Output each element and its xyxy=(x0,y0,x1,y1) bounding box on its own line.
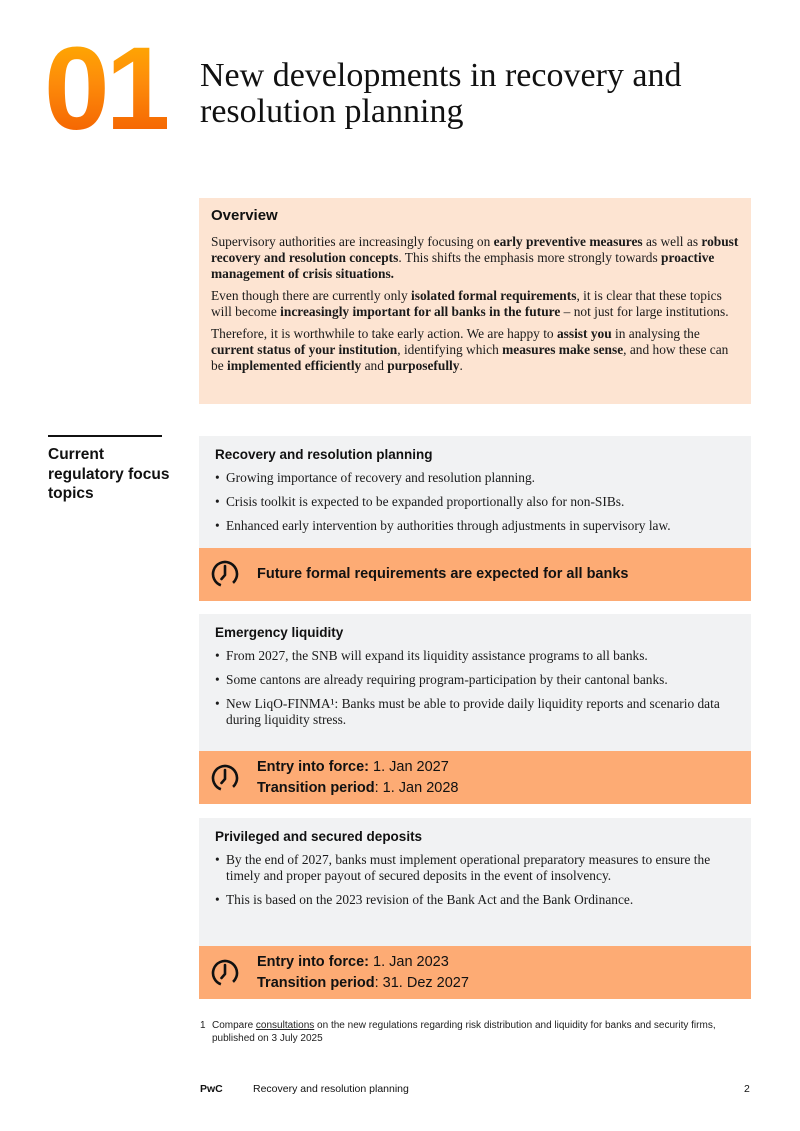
clock-icon xyxy=(211,764,239,792)
overview-paragraph: Supervisory authorities are increasingly focusing on early preventive measures as well as robust recovery and resolution concepts. This shifts the emphasis more strongly towards proactive management of crisis situations. xyxy=(211,234,739,281)
list-item: • Enhanced early intervention by authorities through adjustments in supervisory law. xyxy=(215,518,737,534)
consultations-link[interactable]: consultations xyxy=(255,1020,315,1031)
transition-period: Transition period: 1. Jan 2028 xyxy=(257,780,459,796)
clock-icon xyxy=(211,959,239,987)
page-title: New developments in recovery and resolution planning xyxy=(200,57,682,130)
clock-icon xyxy=(211,560,239,588)
topic-heading: Emergency liquidity xyxy=(215,625,344,640)
entry-into-force: Entry into force: 1. Jan 2023 xyxy=(257,954,449,970)
footer-title: Recovery and resolution planning xyxy=(253,1083,409,1095)
topic-secured-deposits xyxy=(199,818,751,946)
overview-heading: Overview xyxy=(211,207,278,224)
footnote-number: 1 xyxy=(200,1020,206,1031)
overview-box xyxy=(199,198,751,404)
bullet-list xyxy=(215,648,737,728)
band-text: Future formal requirements are expected for all banks xyxy=(257,566,629,582)
list-item: • Growing importance of recovery and resolution planning. xyxy=(215,470,737,486)
topic-heading: Privileged and secured deposits xyxy=(215,829,423,844)
section-title: Current regulatory focus topics xyxy=(48,446,170,502)
transition-period: Transition period: 31. Dez 2027 xyxy=(257,975,469,991)
list-item: • Some cantons are already requiring program-participation by their cantonal banks. xyxy=(215,672,737,688)
topic-heading: Recovery and resolution planning xyxy=(215,447,433,462)
date-band xyxy=(199,946,751,999)
bullet-list xyxy=(215,852,737,908)
bullet-list xyxy=(215,470,737,534)
footer-brand: PwC xyxy=(200,1083,223,1095)
list-item: • Crisis toolkit is expected to be expanded proportionally also for non-SIBs. xyxy=(215,494,737,510)
list-item: • From 2027, the SNB will expand its liquidity assistance programs to all banks. xyxy=(215,648,737,664)
footnote: 1 Compare consultations on the new regulations regarding risk distribution and liquidity for banks and security firms, published on 3 July 2025 xyxy=(200,1020,716,1044)
page-number: 2 xyxy=(744,1083,750,1095)
list-item: • By the end of 2027, banks must implement operational preparatory measures to ensure the timely and proper payout of secured deposits in the event of insolvency. xyxy=(215,852,737,884)
section-divider xyxy=(48,435,162,437)
list-item: • This is based on the 2023 revision of the Bank Act and the Bank Ordinance. xyxy=(215,892,737,908)
date-band xyxy=(199,751,751,804)
topic-emergency-liquidity xyxy=(199,614,751,751)
overview-paragraph: Even though there are currently only isolated formal requirements, it is clear that these topics will become increasingly important for all banks in the future – not just for large institutions. xyxy=(211,288,729,319)
chapter-number: 01 xyxy=(44,23,168,155)
entry-into-force: Entry into force: 1. Jan 2027 xyxy=(257,759,449,775)
requirement-band xyxy=(199,548,751,601)
overview-paragraph: Therefore, it is worthwhile to take early action. We are happy to assist you in analysing the current status of your institution, identifying which measures make sense, and how these can be implemented efficiently and purposefully. xyxy=(211,326,729,373)
topic-recovery-resolution xyxy=(199,436,751,548)
list-item: • New LiqO-FINMA¹: Banks must be able to provide daily liquidity reports and scenario data during liquidity stress. xyxy=(215,696,737,728)
